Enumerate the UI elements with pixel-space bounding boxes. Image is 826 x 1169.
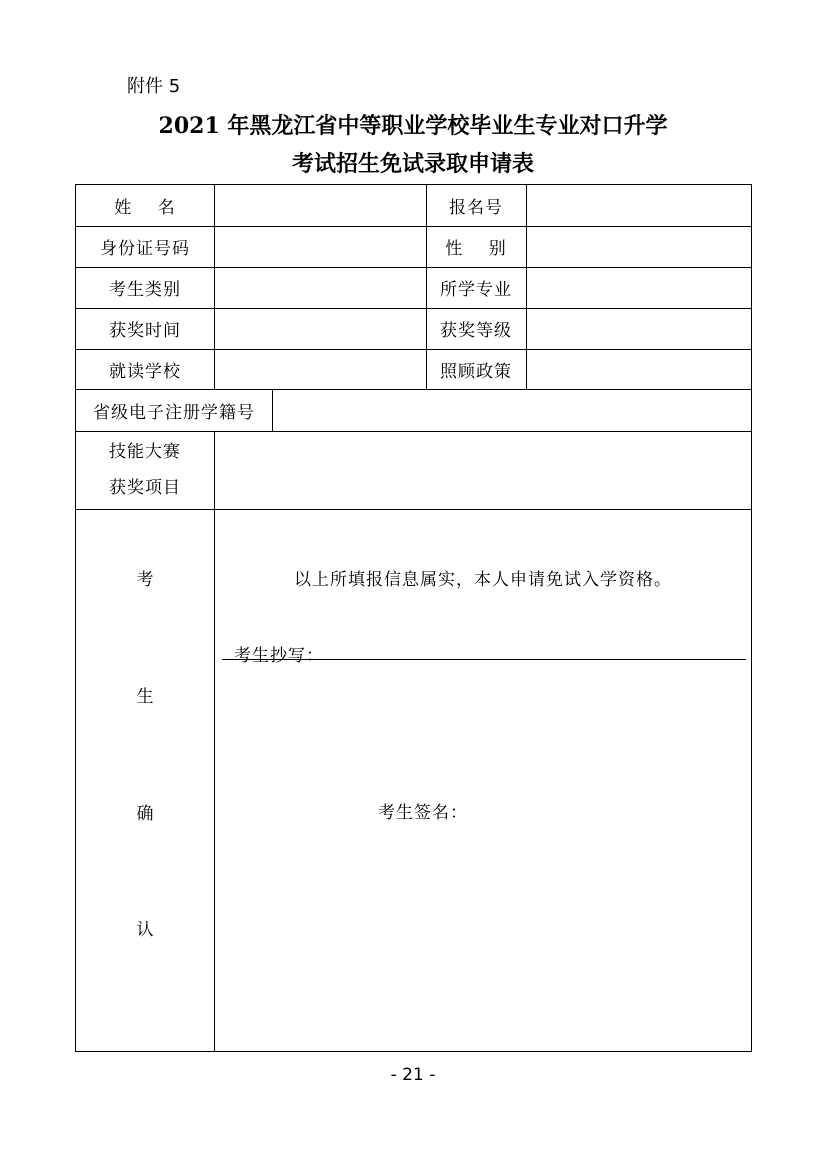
award-time-field[interactable]	[215, 308, 426, 349]
id-number-field[interactable]	[215, 226, 426, 267]
provincial-registration-label: 省级电子注册学籍号	[93, 402, 255, 423]
school-label: 就读学校	[109, 361, 181, 382]
form-title-line-2: 考试招生免试录取申请表	[291, 151, 534, 177]
registration-number-label: 报名号	[449, 198, 503, 218]
candidate-category-field[interactable]	[215, 267, 426, 308]
column-divider	[214, 431, 215, 1052]
copy-statement-line[interactable]	[222, 659, 746, 660]
major-label: 所学专业	[440, 280, 512, 300]
candidate-category-label: 考生类别	[109, 280, 181, 300]
id-number-label: 身份证号码	[100, 239, 190, 259]
name-field[interactable]	[215, 185, 426, 226]
signature-label: 考生签名：	[378, 803, 468, 823]
preferential-policy-field[interactable]	[527, 349, 752, 389]
page-number: - 21 -	[390, 1065, 436, 1085]
skill-contest-field[interactable]	[215, 431, 752, 509]
declaration-statement: 以上所填报信息属实，本人申请免试入学资格。	[294, 570, 672, 590]
name-label: 姓 名	[114, 198, 176, 218]
gender-label: 性 别	[445, 239, 507, 259]
provincial-registration-field[interactable]	[273, 389, 752, 431]
confirm-char-3: 确	[136, 804, 154, 824]
confirm-char-1: 考	[136, 570, 154, 590]
attachment-label: 附件 5	[127, 76, 181, 97]
confirm-char-4: 认	[136, 920, 154, 940]
award-level-label: 获奖等级	[440, 321, 512, 341]
award-level-field[interactable]	[527, 308, 752, 349]
form-title-line-1: 2021 年黑龙江省中等职业学校毕业生专业对口升学	[158, 113, 668, 139]
award-time-label: 获奖时间	[109, 321, 181, 341]
preferential-policy-label: 照顾政策	[440, 361, 512, 382]
row-divider	[76, 509, 751, 510]
school-field[interactable]	[215, 349, 426, 389]
skill-contest-label: 技能大赛 获奖项目	[109, 442, 181, 498]
major-field[interactable]	[527, 267, 752, 308]
application-form-table	[75, 184, 752, 1052]
registration-number-field[interactable]	[527, 185, 752, 226]
copy-statement-label: 考生抄写：	[234, 646, 324, 666]
gender-field[interactable]	[527, 226, 752, 267]
confirm-char-2: 生	[136, 687, 154, 707]
